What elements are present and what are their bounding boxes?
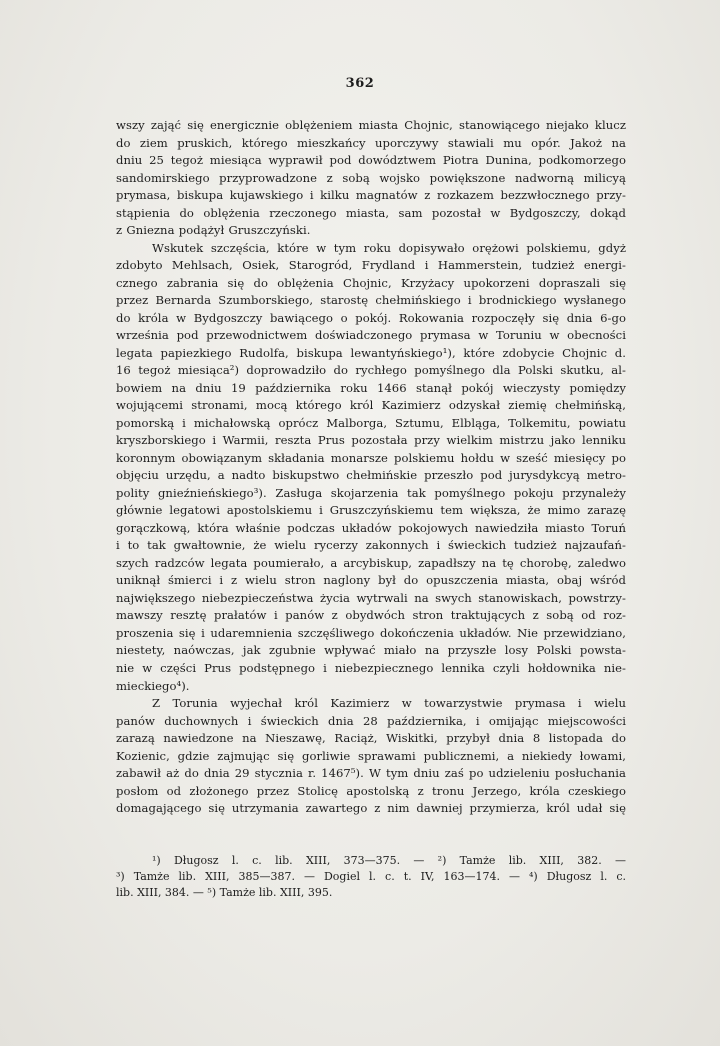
- text-line: cznego zabrania się do oblężenia Chojnic, Krzyżacy upokorzeni dopraszali się: [116, 275, 626, 290]
- text-line: polity gnieźnieńskiego³). Zasługa skojarzenia tak pomyślnego pokoju przynależy: [116, 485, 626, 500]
- text-line: domagającego się utrzymania zawartego z nim dawniej przymierza, król udał się: [116, 801, 626, 816]
- text-line: nie w części Prus podstępnego i niebezpiecznego lennika czyli hołdownika nie-: [116, 660, 626, 675]
- text-line: Kozienic, gdzie zajmując się gorliwie sprawami publicznemi, a niekiedy łowami,: [116, 748, 626, 763]
- text-line: głównie legatowi apostolskiemu i Gruszczyńskiemu tem większa, że mimo zarazę: [116, 503, 626, 518]
- text-line: panów duchownych i świeckich dnia 28 października, i omijając miejscowości: [116, 713, 626, 728]
- text-line: mawszy resztę prałatów i panów z obydwóch stron traktujących z sobą od roz-: [116, 608, 626, 623]
- text-line: bowiem na dniu 19 października roku 1466 stanął pokój wieczysty pomiędzy: [116, 380, 626, 395]
- text-line: Z Torunia wyjechał król Kazimierz w towarzystwie prymasa i wielu: [152, 696, 626, 711]
- text-line: kryszborskiego i Warmii, reszta Prus pozostała przy wielkim mistrzu jako lenniku: [116, 433, 626, 448]
- text-line: do ziem pruskich, którego mieszkańcy uporczywy stawiali mu opór. Jakoż na: [116, 135, 626, 150]
- text-line: gorączkową, która właśnie podczas układów pokojowych nawiedziła miasto Toruń: [116, 520, 626, 535]
- text-line: posłom od złożonego przez Stolicę apostolską z tronu Jerzego, króla czeskiego: [116, 783, 626, 798]
- text-line: do króla w Bydgoszczy bawiącego o pokój. Rokowania rozpoczęły się dnia 6-go: [116, 310, 626, 325]
- text-line: niestety, naówczas, jak zgubnie wpływać miało na przyszłe losy Polski powsta-: [116, 643, 626, 658]
- text-line: szych radzców legata poumierało, a arcybiskup, zapadłszy na tę chorobę, zaledwo: [116, 555, 626, 570]
- text-line: objęciu urzędu, a nadto biskupstwo chełmińskie przeszło pod jurysdykcyą metro-: [116, 468, 626, 483]
- text-line: mieckiego⁴).: [116, 678, 190, 693]
- text-line: z Gniezna podążył Gruszczyński.: [116, 223, 311, 238]
- text-line: Wskutek szczęścia, które w tym roku dopisywało orężowi polskiemu, gdyż: [152, 240, 626, 255]
- text-line: prymasa, biskupa kujawskiego i kilku magnatów z rozkazem bezzwłocznego przy-: [116, 188, 626, 203]
- text-line: największego niebezpieczeństwa życia wytrwali na swych stanowiskach, powstrzy-: [116, 590, 626, 605]
- footnote-line: lib. XIII, 384. — ⁵) Tamże lib. XIII, 395.: [116, 886, 333, 900]
- text-line: 16 tegoż miesiąca²) doprowadziło do rychłego pomyślnego dla Polski skutku, al-: [116, 363, 626, 378]
- body-text: [116, 117, 626, 818]
- text-line: pomorską i michałowską oprócz Malborga, Sztumu, Elbląga, Tolkemitu, powiatu: [116, 415, 626, 430]
- page-number: 362: [345, 76, 375, 91]
- text-line: zarazą nawiedzone na Nieszawę, Raciąż, Wiskitki, przybył dnia 8 listopada do: [116, 731, 626, 746]
- text-line: września pod przewodnictwem doświadczonego prymasa w Toruniu w obecności: [116, 328, 626, 343]
- text-line: proszenia się i udaremnienia szczęśliwego dokończenia układów. Nie przewidziano,: [116, 625, 626, 640]
- text-line: sandomirskiego przyprowadzone z sobą wojsko powiększone nadworną milicyą: [116, 170, 626, 185]
- text-line: i to tak gwałtownie, że wielu rycerzy zakonnych i świeckich tudzież najzaufań-: [116, 538, 626, 553]
- text-line: zabawił aż do dnia 29 stycznia r. 1467⁵). W tym dniu zaś po udzieleniu posłuchania: [116, 766, 626, 781]
- text-line: wszy zająć się energicznie oblężeniem miasta Chojnic, stanowiącego niejako klucz: [116, 118, 626, 132]
- text-line: uniknął śmierci i z wielu stron naglony był do opuszczenia miasta, obaj wśród: [116, 573, 626, 588]
- text-line: koronnym obowiązanym składania monarsze polskiemu hołdu w sześć miesięcy po: [116, 450, 626, 465]
- text-line: stąpienia do oblężenia rzeczonego miasta, sam pozostał w Bydgoszczy, dokąd: [116, 205, 626, 220]
- footnote-line: ³) Tamże lib. XIII, 385—387. — Dogiel l. c. t. IV, 163—174. — ⁴) Długosz l. c.: [116, 870, 626, 884]
- text-line: przez Bernarda Szumborskiego, starostę chełmińskiego i brodnickiego wysłanego: [116, 293, 626, 308]
- text-line: zdobyto Mehlsach, Osiek, Starogród, Frydland i Hammerstein, tudzież energi-: [116, 258, 626, 273]
- text-line: wojującemi stronami, mocą którego król Kazimierz odzyskał ziemię chełmińską,: [116, 398, 626, 413]
- footnote-line: ¹) Długosz l. c. lib. XIII, 373—375. — ²) Tamże lib. XIII, 382. —: [152, 854, 626, 867]
- text-line: dniu 25 tegoż miesiąca wyprawił pod dowództwem Piotra Dunina, podkomorzego: [116, 153, 626, 168]
- text-line: legata papiezkiego Rudolfa, biskupa lewantyńskiego¹), które zdobycie Chojnic d.: [116, 345, 626, 360]
- footnotes: [116, 853, 626, 902]
